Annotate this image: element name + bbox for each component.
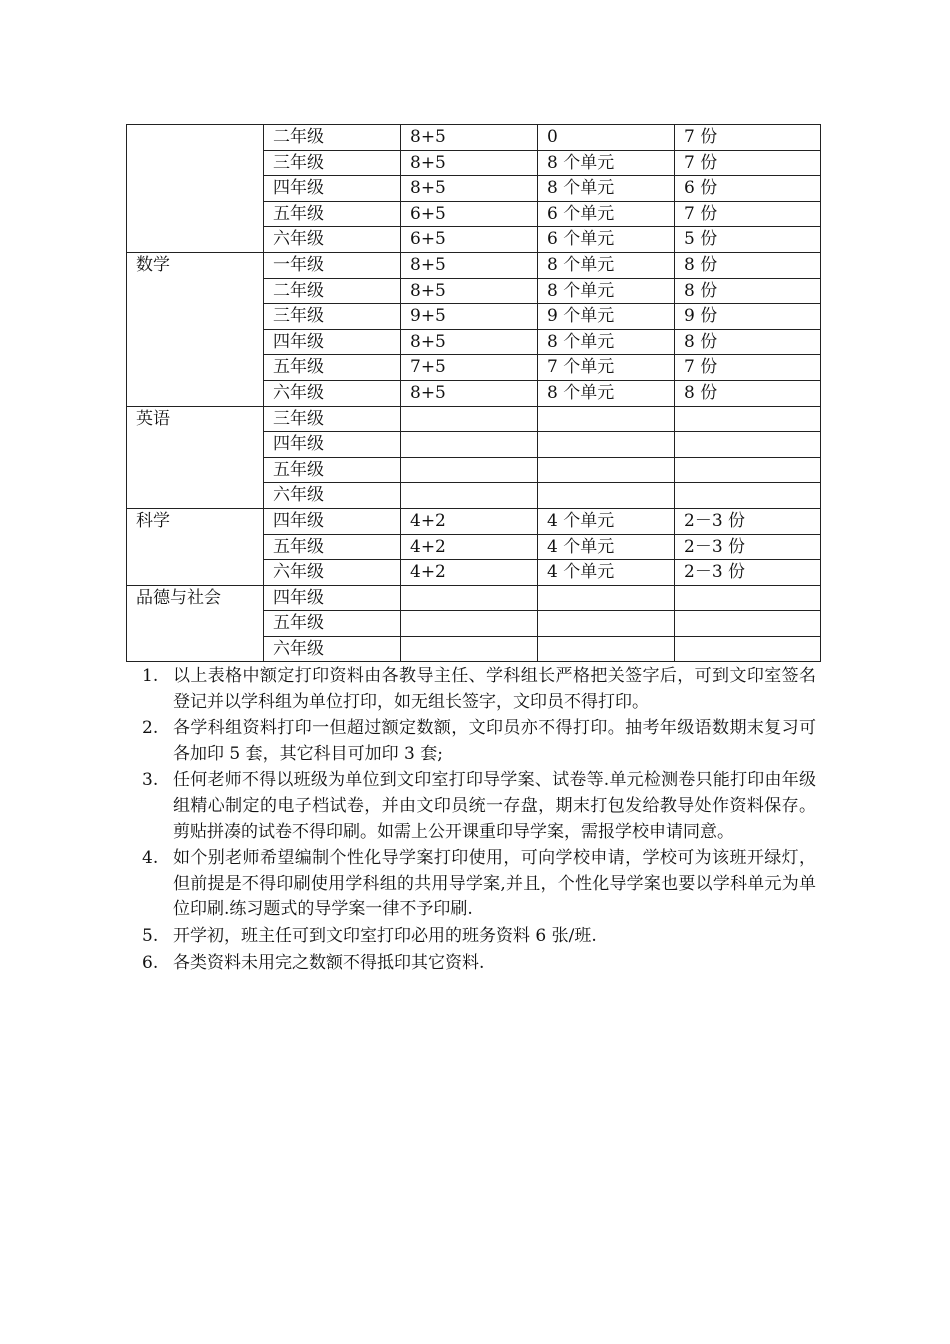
copies-cell xyxy=(675,457,821,483)
quota-cell: 4+2 xyxy=(401,560,538,586)
grade-cell: 二年级 xyxy=(264,278,401,304)
copies-cell xyxy=(675,406,821,432)
print-quota-table xyxy=(126,124,821,662)
copies-cell: 8 份 xyxy=(675,252,821,278)
copies-cell: 7 份 xyxy=(675,355,821,381)
grade-cell: 三年级 xyxy=(264,150,401,176)
quota-cell xyxy=(401,611,538,637)
copies-cell: 6 份 xyxy=(675,176,821,202)
subject-cell: 数学 xyxy=(127,252,264,406)
list-text: 各类资料未用完之数额不得抵印其它资料. xyxy=(173,952,485,973)
copies-cell xyxy=(675,636,821,662)
list-number: 4. xyxy=(142,848,159,869)
units-cell xyxy=(538,406,675,432)
units-cell: 7 个单元 xyxy=(538,355,675,381)
list-number: 3. xyxy=(142,770,159,791)
quota-cell: 8+5 xyxy=(401,176,538,202)
grade-cell: 五年级 xyxy=(264,611,401,637)
units-cell: 6 个单元 xyxy=(538,227,675,253)
units-cell: 4 个单元 xyxy=(538,534,675,560)
units-cell: 8 个单元 xyxy=(538,278,675,304)
grade-cell: 六年级 xyxy=(264,483,401,509)
subject-cell: 品德与社会 xyxy=(127,585,264,662)
quota-cell xyxy=(401,457,538,483)
copies-cell xyxy=(675,611,821,637)
copies-cell: 7 份 xyxy=(675,201,821,227)
copies-cell xyxy=(675,585,821,611)
copies-cell xyxy=(675,483,821,509)
units-cell xyxy=(538,611,675,637)
list-item xyxy=(136,716,816,767)
quota-cell xyxy=(401,585,538,611)
units-cell: 8 个单元 xyxy=(538,329,675,355)
subject-cell: 英语 xyxy=(127,406,264,508)
units-cell: 8 个单元 xyxy=(538,252,675,278)
table-row xyxy=(127,406,821,432)
quota-cell: 8+5 xyxy=(401,278,538,304)
quota-cell xyxy=(401,636,538,662)
list-item xyxy=(136,768,816,845)
list-number: 1. xyxy=(142,666,159,686)
grade-cell: 六年级 xyxy=(264,636,401,662)
list-text: 各学科组资料打印一但超过额定数额，文印员亦不得打印。抽考年级语数期末复习可各加印 5 套，其它科目可加印 3 套; xyxy=(173,718,816,764)
units-cell: 8 个单元 xyxy=(538,150,675,176)
units-cell xyxy=(538,636,675,662)
grade-cell: 一年级 xyxy=(264,252,401,278)
list-item xyxy=(136,951,816,977)
units-cell: 8 个单元 xyxy=(538,380,675,406)
copies-cell: 8 份 xyxy=(675,278,821,304)
quota-cell: 6+5 xyxy=(401,227,538,253)
quota-cell: 8+5 xyxy=(401,252,538,278)
copies-cell: 2－3 份 xyxy=(675,560,821,586)
copies-cell: 8 份 xyxy=(675,329,821,355)
list-text: 任何老师不得以班级为单位到文印室打印导学案、试卷等.单元检测卷只能打印由年级组精心制定的电子档试卷，并由文印员统一存盘，期末打包发给教导处作资料保存。剪贴拼凑的试卷不得印刷。如需上公开课重印导学案，需报学校申请同意。 xyxy=(173,770,816,842)
grade-cell: 四年级 xyxy=(264,176,401,202)
copies-cell: 9 份 xyxy=(675,304,821,330)
grade-cell: 四年级 xyxy=(264,432,401,458)
table-row xyxy=(127,508,821,534)
quota-cell: 8+5 xyxy=(401,150,538,176)
grade-cell: 五年级 xyxy=(264,457,401,483)
quota-cell: 4+2 xyxy=(401,534,538,560)
quota-cell: 8+5 xyxy=(401,125,538,151)
copies-cell xyxy=(675,432,821,458)
quota-cell xyxy=(401,406,538,432)
list-number: 6. xyxy=(142,952,159,973)
copies-cell: 8 份 xyxy=(675,380,821,406)
units-cell: 0 xyxy=(538,125,675,151)
grade-cell: 四年级 xyxy=(264,329,401,355)
grade-cell: 四年级 xyxy=(264,585,401,611)
units-cell xyxy=(538,432,675,458)
grade-cell: 三年级 xyxy=(264,304,401,330)
quota-cell: 4+2 xyxy=(401,508,538,534)
list-item xyxy=(136,664,816,715)
copies-cell: 2－3 份 xyxy=(675,534,821,560)
grade-cell: 六年级 xyxy=(264,380,401,406)
subject-cell xyxy=(127,125,264,253)
quota-cell xyxy=(401,432,538,458)
units-cell: 6 个单元 xyxy=(538,201,675,227)
units-cell xyxy=(538,585,675,611)
units-cell xyxy=(538,457,675,483)
copies-cell: 7 份 xyxy=(675,125,821,151)
grade-cell: 三年级 xyxy=(264,406,401,432)
copies-cell: 5 份 xyxy=(675,227,821,253)
quota-cell: 8+5 xyxy=(401,329,538,355)
table-row xyxy=(127,252,821,278)
list-text: 如个别老师希望编制个性化导学案打印使用，可向学校申请，学校可为该班开绿灯，但前提是不得印刷使用学科组的共用导学案,并且，个性化导学案也要以学科单元为单位印刷.练习题式的导学案一律不予印刷. xyxy=(173,848,816,920)
table-row xyxy=(127,585,821,611)
units-cell: 4 个单元 xyxy=(538,560,675,586)
quota-cell: 6+5 xyxy=(401,201,538,227)
quota-cell: 7+5 xyxy=(401,355,538,381)
copies-cell: 2－3 份 xyxy=(675,508,821,534)
units-cell: 9 个单元 xyxy=(538,304,675,330)
units-cell xyxy=(538,483,675,509)
list-text: 开学初，班主任可到文印室打印必用的班务资料 6 张/班. xyxy=(173,925,597,946)
quota-cell: 9+5 xyxy=(401,304,538,330)
grade-cell: 六年级 xyxy=(264,560,401,586)
rules-list xyxy=(136,664,816,977)
list-number: 2. xyxy=(142,718,159,739)
grade-cell: 二年级 xyxy=(264,125,401,151)
copies-cell: 7 份 xyxy=(675,150,821,176)
table-row xyxy=(127,125,821,151)
list-number: 5. xyxy=(142,925,159,946)
list-item xyxy=(136,846,816,923)
grade-cell: 六年级 xyxy=(264,227,401,253)
subject-cell: 科学 xyxy=(127,508,264,585)
units-cell: 4 个单元 xyxy=(538,508,675,534)
list-item xyxy=(136,924,816,950)
grade-cell: 五年级 xyxy=(264,534,401,560)
grade-cell: 五年级 xyxy=(264,355,401,381)
grade-cell: 四年级 xyxy=(264,508,401,534)
grade-cell: 五年级 xyxy=(264,201,401,227)
units-cell: 8 个单元 xyxy=(538,176,675,202)
quota-cell xyxy=(401,483,538,509)
list-text: 以上表格中额定打印资料由各教导主任、学科组长严格把关签字后，可到文印室签名登记并以学科组为单位打印，如无组长签字，文印员不得打印。 xyxy=(173,666,816,712)
quota-cell: 8+5 xyxy=(401,380,538,406)
